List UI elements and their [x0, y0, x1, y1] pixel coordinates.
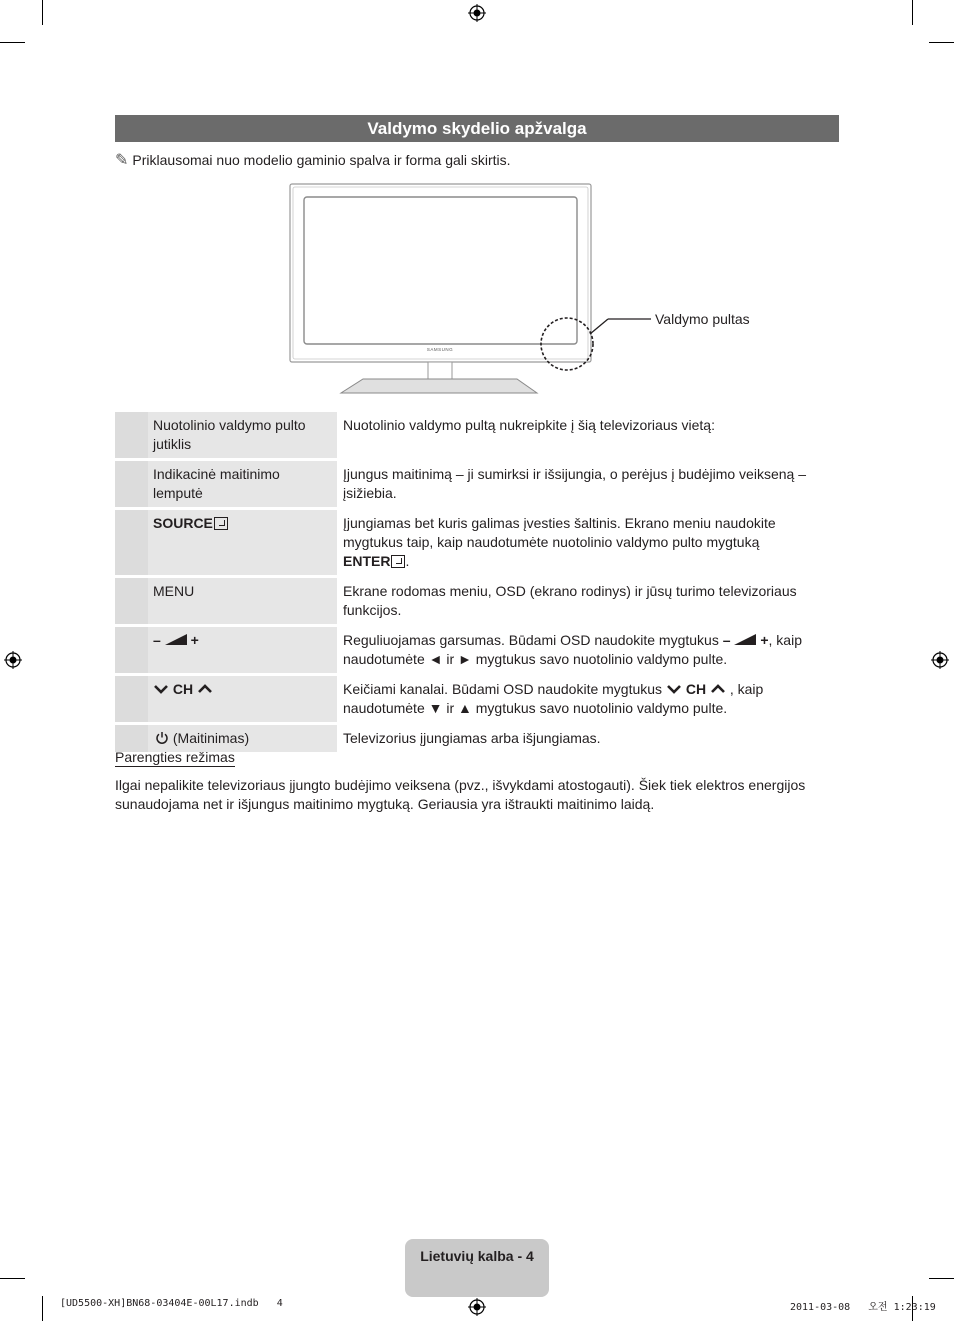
row-desc: Ekrane rodomas meniu, OSD (ekrano rodinys) ir jūsų turimo televizoriaus funkcijos.	[343, 583, 797, 618]
chevron-up-icon	[710, 683, 726, 695]
table-row	[115, 676, 839, 722]
registration-mark-icon	[4, 651, 22, 669]
volume-icon	[165, 634, 187, 646]
crop-mark	[929, 1278, 954, 1279]
row-key	[148, 510, 337, 575]
footer-date: 2011-03-08 오전 1:23:19	[790, 1302, 936, 1313]
crop-mark	[42, 1296, 43, 1321]
chevron-up-icon	[197, 683, 213, 695]
standby-title: Parengties režimas	[115, 749, 235, 765]
table-row	[115, 510, 839, 575]
registration-mark-icon	[931, 651, 949, 669]
table-row	[115, 412, 839, 458]
crop-mark	[0, 1278, 25, 1279]
power-icon	[155, 731, 169, 745]
row-key: Nuotolinio valdymo pulto jutiklis	[148, 412, 337, 458]
volume-key: – +	[153, 632, 199, 648]
channel-key-inline: CH	[666, 681, 730, 697]
row-desc: Įjungus maitinimą – ji sumirksi ir išsijungia, o perėjus į budėjimo veikseną – įsižiebia.	[343, 466, 806, 501]
crop-mark	[929, 42, 954, 43]
note-text: Priklausomai nuo modelio gaminio spalva ir forma gali skirtis.	[132, 152, 511, 168]
crop-mark	[42, 0, 43, 25]
pencil-note-icon: ✎	[115, 152, 129, 169]
table-row	[115, 725, 839, 752]
control-stick-label: Valdymo pultas	[655, 311, 750, 327]
volume-key-inline: – +	[722, 632, 769, 648]
row-desc: Keičiami kanalai. Būdami OSD naudokite mygtukus CH , kaip naudotumėte ▼ ir ▲ mygtukus savo nuotolinio valdymo pulte.	[343, 681, 764, 716]
volume-icon	[734, 634, 756, 646]
model-note	[115, 150, 511, 170]
enter-key-label: ENTER	[343, 553, 391, 569]
chevron-down-icon	[153, 683, 169, 695]
channel-key: CH	[153, 681, 213, 697]
tv-illustration	[285, 182, 765, 400]
crop-mark	[0, 42, 25, 43]
table-row	[115, 461, 839, 507]
row-key: Indikacinė maitinimo lemputė	[148, 461, 337, 507]
source-key-label: SOURCE	[153, 515, 213, 531]
chevron-down-icon	[666, 683, 682, 695]
row-key	[148, 627, 337, 673]
row-desc: Reguliuojamas garsumas. Būdami OSD naudokite mygtukus – +, kaip naudotumėte ◄ ir ► mygtukus savo nuotolinio valdymo pulte.	[343, 632, 802, 667]
enter-icon	[391, 555, 405, 568]
crop-mark	[912, 0, 913, 25]
table-row	[115, 578, 839, 624]
row-key: (Maitinimas)	[148, 725, 337, 752]
page-label: Lietuvių kalba - 4	[405, 1239, 549, 1297]
standby-text: Ilgai nepalikite televizoriaus įjungto budėjimo veiksena (pvz., išvykdami atostogauti). Šiek tiek elektros energijos sunaudojama net ir išjungus maitinimo mygtuką. Geriausia yra ištraukti maitinimo laidą.	[115, 777, 806, 812]
table-row	[115, 627, 839, 673]
footer-file: [UD5500-XH]BN68-03404E-00L17.indb 4	[60, 1298, 283, 1309]
row-key	[148, 676, 337, 722]
source-icon	[214, 517, 228, 530]
registration-mark-icon	[468, 4, 486, 22]
controls-table	[115, 409, 839, 755]
section-title: Valdymo skydelio apžvalga	[115, 115, 839, 142]
registration-mark-icon	[468, 1298, 486, 1316]
row-desc: Televizorius įjungiamas arba išjungiamas.	[343, 730, 601, 746]
row-desc: Įjungiamas bet kuris galimas įvesties šaltinis. Ekrano meniu naudokite mygtukus taip, kaip naudotumėte nuotolinio valdymo pulto mygtuką ENTER .	[343, 515, 776, 569]
row-desc: Nuotolinio valdymo pultą nukreipkite į šią televizoriaus vietą:	[343, 417, 715, 433]
row-key: MENU	[148, 578, 337, 624]
tv-brand-logo: SAMSUNG	[426, 347, 454, 352]
